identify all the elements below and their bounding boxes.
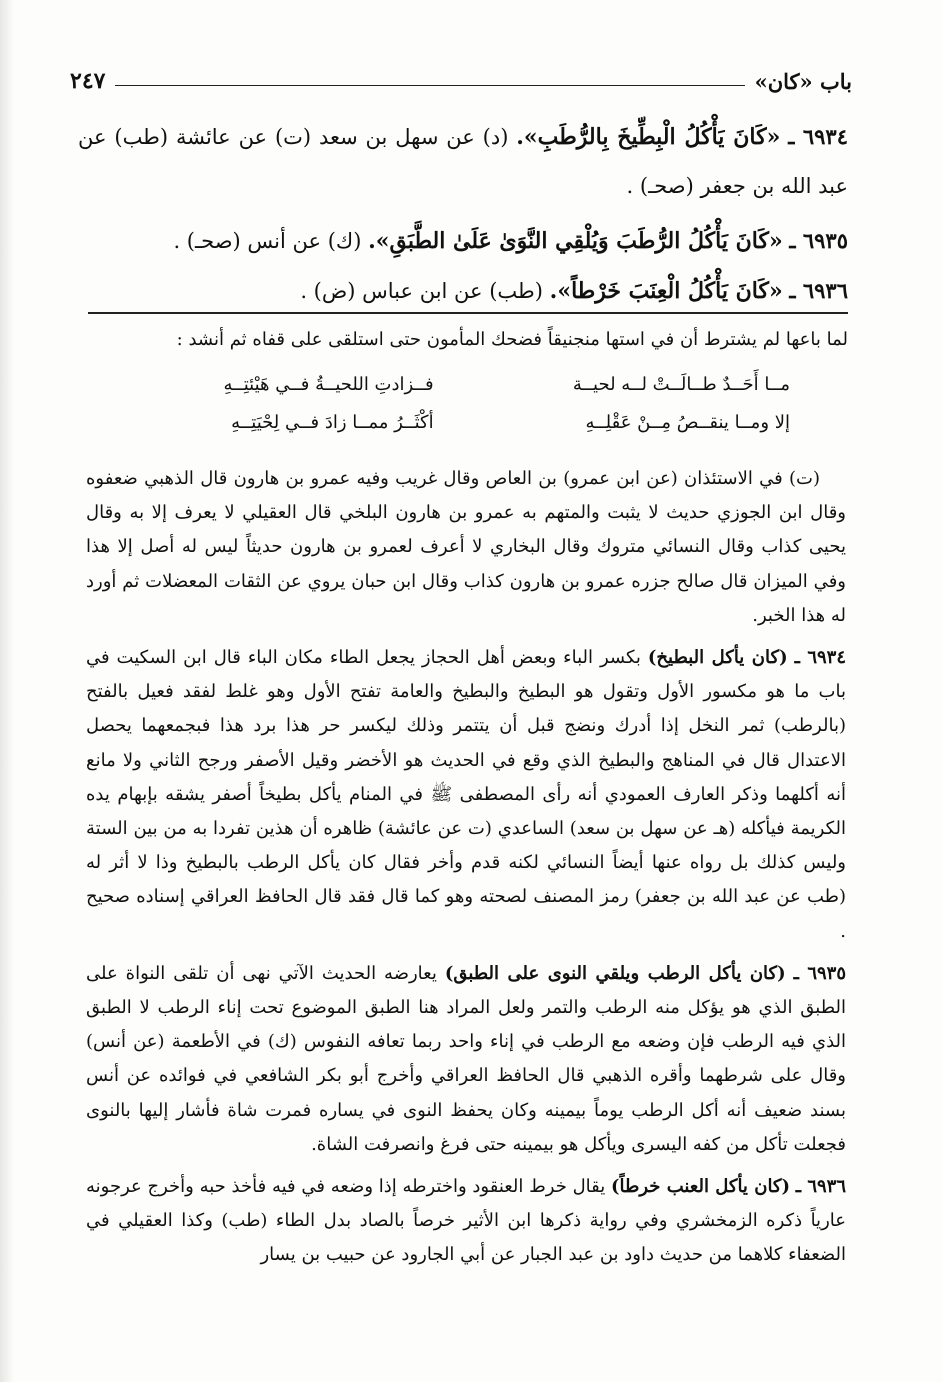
poem <box>130 366 790 442</box>
hadith-6935 <box>78 216 848 266</box>
note-prev-hadith <box>86 462 846 633</box>
note-heading: (كان يأكل البطيخ) <box>647 647 788 669</box>
hadith-texts <box>78 112 848 316</box>
poem-hemistich-left: أكْثَــرُ ممــا زادَ فــي لِحْيَتِــهِ <box>231 412 434 433</box>
footnote-divider <box>88 312 848 314</box>
hadith-number: ٦٩٣٤ ـ <box>788 124 848 149</box>
poem-hemistich-left: فــزادتِ اللحيــةُ فــي هَيْئتِــهِ <box>223 374 434 395</box>
hadith-text: «كَانَ يَأْكُلُ الْبِطِّيخَ بِالرُّطَبِ». <box>516 124 781 150</box>
note-text: يعارضه الحديث الآتي نهى أن تلقى النواة على الطبق الذي هو يؤكل منه الرطب والتمر ولعل المراد هنا الطبق الموضوع تحت إناء الرطب لا الطبق الذي فيه الرطب فإن وضعه مع الرطب في إناء واحد ربما تعافه النفوس (ك) في الأطعمة (عن أنس) وقال على شرطهما وأقره الذهبي قال الحافظ العراقي وأخرج أبو بكر الشافعي في فوائده عن أنس بسند ضعيف أنه أكل الرطب يوماً بيمينه وكان يحفظ النوى في يساره فمرت شاة فأشار إليها بالنوى فجعلت تأكل من كفه اليسرى ويأكل هو بيمينه حتى فرغ وانصرفت الشاة. <box>86 962 846 1155</box>
page-number: ٢٤٧ <box>70 68 106 94</box>
commentary-notes <box>86 462 846 1281</box>
hadith-6934 <box>78 112 848 216</box>
hadith-sources: (د) عن سهل بن سعد (ت) عن عائشة (طب) عن عبد الله بن جعفر (صحـ) . <box>78 125 848 198</box>
commentary-carryover: لما باعها لم يشترط أن في استها منجنيقاً فضحك المأمون حتى استلقى على قفاه ثم أنشد : <box>176 329 848 350</box>
hadith-sources: (ك) عن أنس (صحـ) . <box>173 229 362 253</box>
hadith-sources: (طب) عن ابن عباس (ض) . <box>300 279 543 303</box>
note-text: (ت) في الاستئذان (عن ابن عمرو) بن العاص وقال غريب وفيه عمرو بن هارون قال الذهبي ضعفوه وقال ابن الجوزي حديث لا يثبت والمتهم به عمرو بن هارون البلخي قال العقيلي لا يعرف إلا به وقال يحيى كذاب وقال النسائي متروك وقال البخاري لا أعرف لعمرو بن هارون حديثاً ليس له أصل إلا هذا وفي الميزان قال صالح جزره عمرو بن هارون كذاب وقال ابن حبان يروي عن الثقات المعضلات ثم أورد له هذا الخبر. <box>86 468 846 626</box>
note-text: بكسر الباء وبعض أهل الحجاز يجعل الطاء مكان الباء قال ابن السكيت في باب ما هو مكسور الأول وتقول هو البطيخ والبطيخ والعامة تفتح الأول وهو غلط لفقد فعيل بالفتح (بالرطب) ثمر النخل إذا أدرك ونضج قبل أن يتتمر وذلك ليكسر حر هذا برد هذا فبجمعهما يحصل الاعتدال قال في المناهج والبطيخ الذي وقع في الحديث هو الأخضر وقيل الأصفر ورجح الثاني ولا مانع أنه أكلهما وذكر العارف العمودي أنه رأى المصطفى ﷺ في المنام يأكل بطيخاً أصفر يشقه بإبهام يده الكريمة فيأكله (هـ عن سهل بن سعد) الساعدي (ت عن عائشة) ظاهره أن هذين تفردا به من بين الستة وليس كذلك بل رواه عنها أيضاً النسائي لكنه قدم وأخر فقال كان يأكل الرطب بالبطيخ وذا لا أثر له (طب عن عبد الله بن جعفر) رمز المصنف لصحته وهو كما قال فقد قال الحافظ العراقي إسناده صحيح . <box>86 647 846 942</box>
hadith-number: ٦٩٣٦ ـ <box>789 278 848 303</box>
note-text: يقال خرط العنقود واخترطه إذا وضعه في فيه فأخذ حبه وأخرج عرجونه عارياً ذكره الزمخشري وفي رواية ذكرها ابن الأثير خرصاً بالصاد بدل الطاء (طب) وكذا العقيلي في الضعفاء كلاهما من حديث داود بن عبد الجبار عن أبي الجارود عن حبيب بن يسار <box>86 1176 846 1266</box>
poem-verse <box>130 366 790 404</box>
hadith-text: «كَانَ يَأْكُلُ الرُّطَبَ وَيُلْقِي النَّوَىٰ عَلَىٰ الطَّبَقِ». <box>368 228 783 254</box>
chapter-title: باب «كان» <box>754 69 852 94</box>
poem-hemistich-right: مــا أَحَــدٌ طــالَــتْ لــه لحيــة <box>572 374 790 395</box>
note-6935 <box>86 957 846 1162</box>
note-6934 <box>86 641 846 949</box>
note-number: ٦٩٣٦ ـ <box>795 1176 846 1198</box>
hadith-number: ٦٩٣٥ ـ <box>789 228 848 253</box>
note-number: ٦٩٣٥ ـ <box>793 962 846 984</box>
poem-hemistich-right: إلا ومــا ينقــصُ مِــنْ عَقْلِــهِ <box>585 412 790 433</box>
note-number: ٦٩٣٤ ـ <box>794 647 846 669</box>
running-header <box>70 58 852 94</box>
hadith-text: «كَانَ يَأْكُلُ الْعِنَبَ خَرْطاً». <box>549 278 783 304</box>
note-indent <box>820 468 846 489</box>
note-6936 <box>86 1170 846 1273</box>
hadith-6936 <box>78 266 848 316</box>
scan-edge-shadow <box>0 0 14 1382</box>
poem-verse <box>130 404 790 442</box>
note-heading: (كان يأكل الرطب ويلقي النوى على الطبق) <box>444 962 786 984</box>
note-heading: (كان يأكل العنب خرطاً) <box>611 1176 791 1198</box>
header-rule <box>115 85 744 86</box>
